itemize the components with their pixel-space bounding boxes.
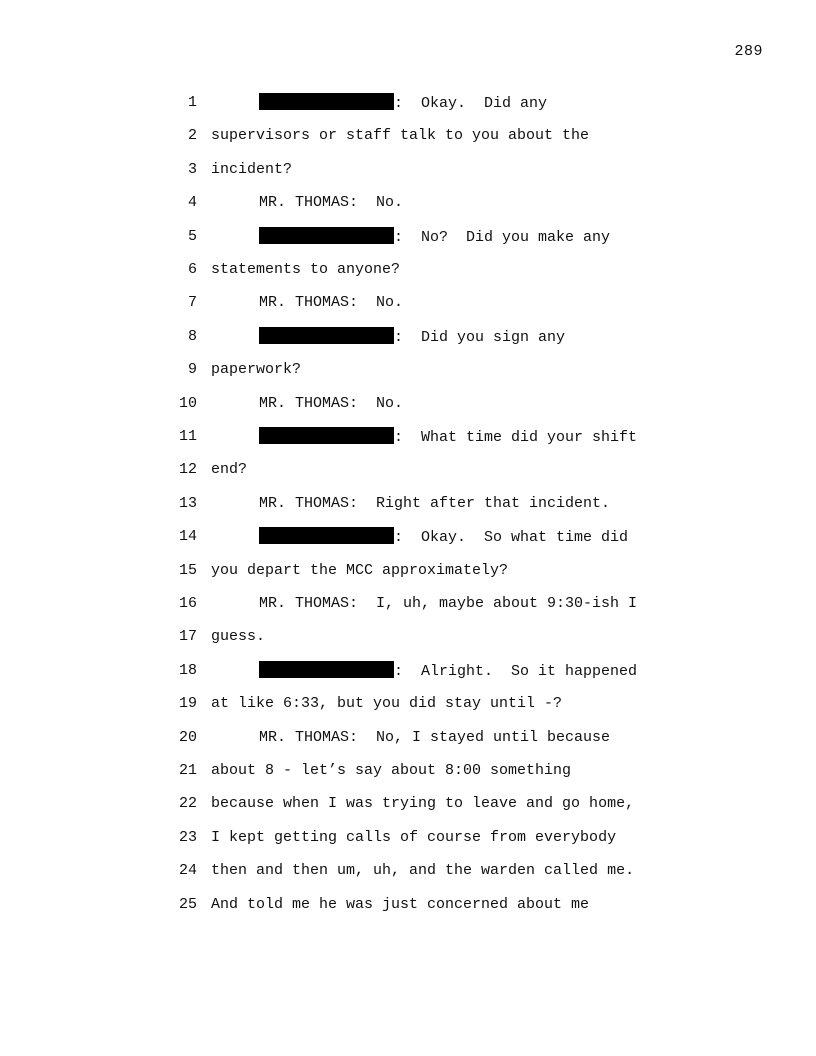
line-number: 5 (187, 227, 197, 245)
line-text (211, 460, 247, 480)
redacted-speaker-name (259, 327, 394, 344)
transcript-line (0, 661, 816, 681)
transcript-line (0, 527, 816, 547)
redacted-speaker-name (259, 93, 394, 110)
line-number: 19 (178, 695, 197, 713)
line-content: incident? (211, 160, 293, 178)
line-number: 3 (187, 160, 197, 178)
transcript-line (0, 895, 816, 915)
line-number: 10 (178, 394, 197, 412)
transcript-line (0, 126, 816, 146)
line-text (211, 360, 301, 380)
transcript-line (0, 193, 816, 213)
transcript-line (0, 227, 816, 247)
transcript-line (0, 360, 816, 380)
line-content: : Did you sign any (394, 328, 566, 346)
transcript-line (0, 93, 816, 113)
line-text (211, 293, 403, 313)
redacted-speaker-name (259, 661, 394, 678)
line-text (211, 594, 637, 614)
line-text (211, 527, 628, 548)
transcript-line (0, 761, 816, 781)
transcript-line (0, 427, 816, 447)
transcript-line (0, 327, 816, 347)
line-content: MR. THOMAS: No, I stayed until because (259, 728, 611, 746)
line-number: 24 (178, 862, 197, 880)
transcript-line (0, 794, 816, 814)
line-number: 8 (187, 327, 197, 345)
line-text (211, 126, 589, 146)
transcript-line (0, 828, 816, 848)
line-number: 6 (187, 261, 197, 278)
line-number: 18 (178, 661, 197, 679)
line-number: 14 (178, 528, 197, 546)
transcript-line (0, 394, 816, 414)
transcript-line (0, 293, 816, 313)
transcript-line (0, 260, 816, 280)
line-content: : Okay. Did any (394, 95, 548, 112)
line-number: 25 (178, 895, 197, 913)
line-text (211, 160, 292, 180)
line-text (211, 895, 589, 915)
line-text (211, 728, 610, 748)
line-content: because when I was trying to leave and go home, (211, 795, 635, 813)
line-content: end? (211, 461, 248, 479)
line-content: MR. THOMAS: No. (259, 194, 404, 212)
line-content: MR. THOMAS: I, uh, maybe about 9:30-ish I (259, 595, 638, 612)
line-content: I kept getting calls of course from everybody (211, 828, 617, 846)
line-number: 15 (178, 561, 197, 579)
transcript-line (0, 627, 816, 647)
line-text (211, 193, 403, 213)
line-text (211, 794, 634, 814)
transcript-line (0, 561, 816, 581)
redacted-speaker-name (259, 527, 394, 544)
line-content: MR. THOMAS: No. (259, 394, 404, 412)
line-content: about 8 - let’s say about 8:00 something (211, 762, 572, 779)
line-text (211, 694, 562, 714)
line-content: paperwork? (211, 361, 302, 379)
line-number: 9 (187, 361, 197, 379)
line-text (211, 561, 508, 581)
line-number: 21 (178, 762, 197, 779)
line-text (211, 661, 637, 682)
line-number: 23 (178, 828, 197, 846)
line-content: : What time did your shift (394, 429, 638, 446)
line-content: And told me he was just concerned about me (211, 895, 590, 913)
line-text (211, 260, 400, 280)
transcript-line (0, 694, 816, 714)
line-content: at like 6:33, but you did stay until -? (211, 695, 563, 713)
line-text (211, 861, 634, 881)
line-content: MR. THOMAS: No. (259, 294, 404, 312)
redacted-speaker-name (259, 227, 394, 244)
line-number: 17 (178, 628, 197, 646)
line-content: : No? Did you make any (394, 228, 611, 246)
transcript-line (0, 861, 816, 881)
line-text (211, 761, 571, 781)
line-content: supervisors or staff talk to you about the (211, 127, 590, 145)
line-number: 13 (178, 494, 197, 512)
line-text (211, 227, 610, 248)
redacted-speaker-name (259, 427, 394, 444)
line-content: MR. THOMAS: Right after that incident. (259, 494, 611, 512)
line-text (211, 327, 565, 348)
transcript-line (0, 494, 816, 514)
line-text (211, 627, 265, 647)
line-number: 22 (178, 795, 197, 813)
line-number: 1 (187, 94, 197, 111)
line-content: : Alright. So it happened (394, 662, 638, 680)
line-number: 7 (187, 294, 197, 312)
line-number: 20 (178, 728, 197, 746)
line-number: 11 (178, 428, 197, 445)
transcript-line (0, 460, 816, 480)
line-text (211, 494, 610, 514)
line-content: you depart the MCC approximately? (211, 561, 509, 579)
line-number: 16 (178, 595, 197, 612)
line-number: 12 (178, 461, 197, 479)
line-text (211, 427, 637, 448)
line-content: statements to anyone? (211, 261, 401, 278)
line-text (211, 93, 547, 114)
line-content: : Okay. So what time did (394, 529, 629, 547)
line-text (211, 394, 403, 414)
line-content: then and then um, uh, and the warden called me. (211, 862, 635, 880)
line-content: guess. (211, 628, 266, 646)
transcript-line (0, 728, 816, 748)
page-number: 289 (734, 43, 763, 60)
transcript-line (0, 594, 816, 614)
transcript-line (0, 160, 816, 180)
line-number: 4 (187, 194, 197, 212)
line-text (211, 828, 616, 848)
line-number: 2 (187, 127, 197, 145)
